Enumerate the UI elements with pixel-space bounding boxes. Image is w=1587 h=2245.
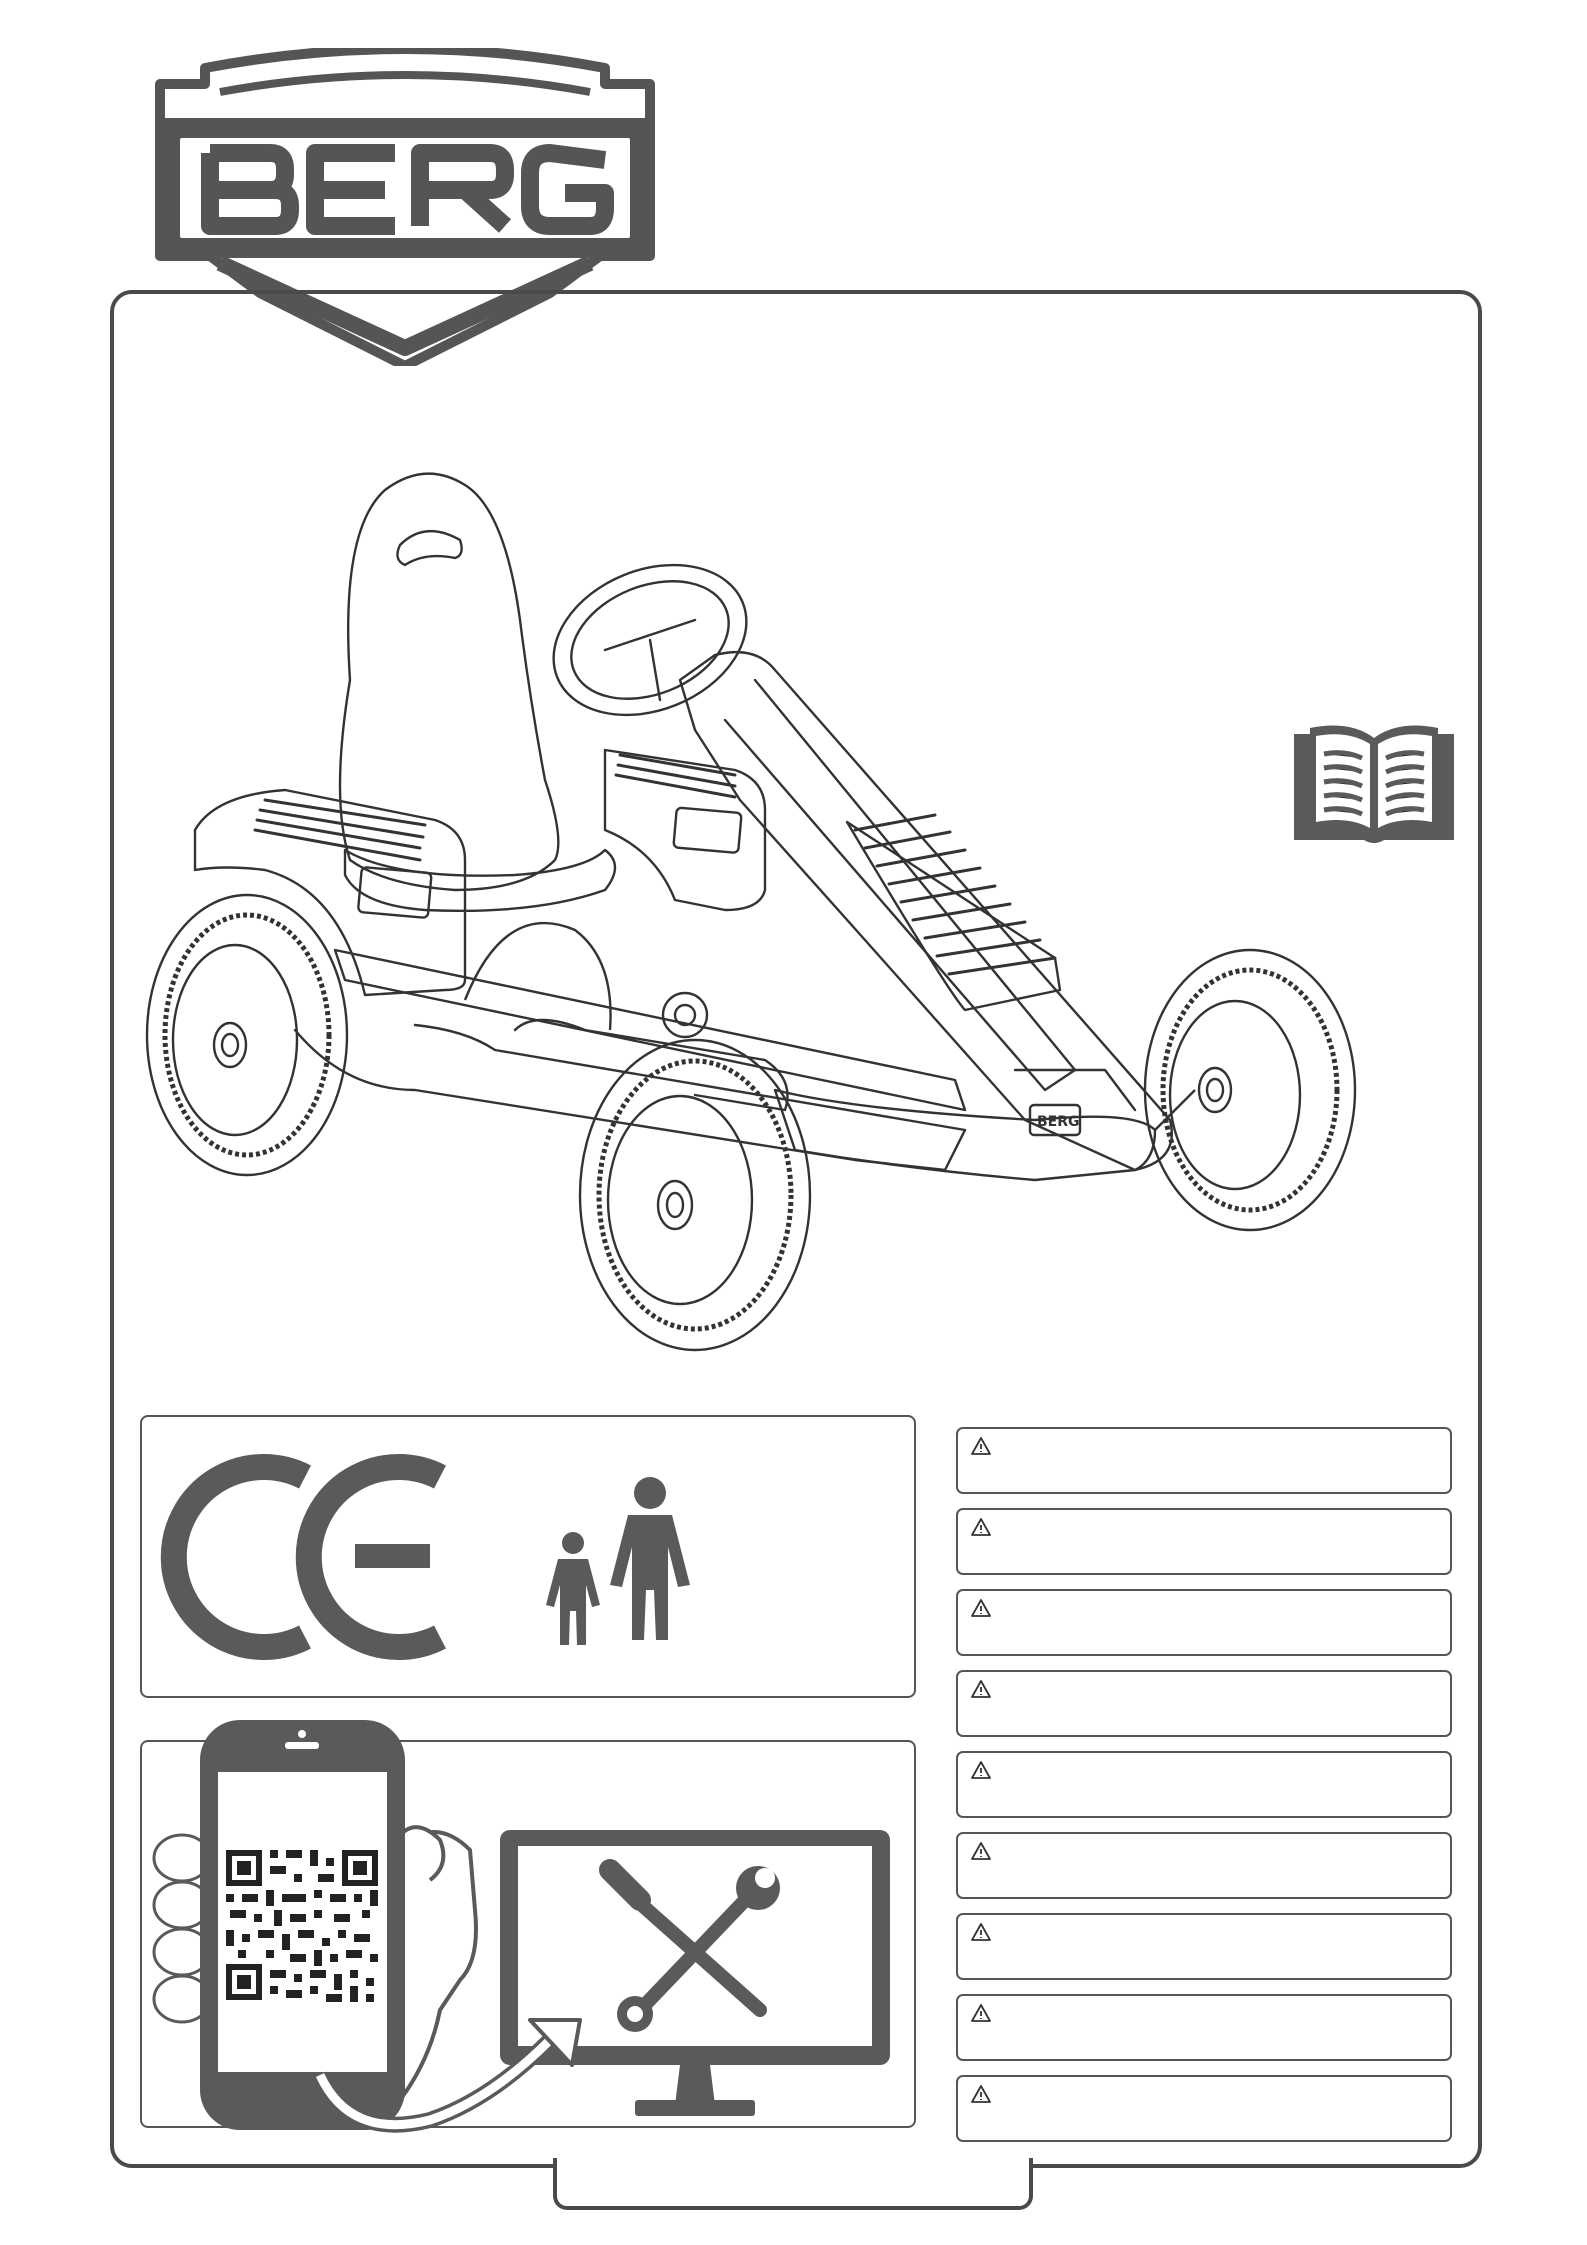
smartphone-qr-code-icon <box>200 1720 405 2130</box>
warning-box <box>956 1508 1452 1575</box>
qr-assembly-art <box>140 1720 916 2150</box>
warning-triangle-icon <box>970 1436 992 1456</box>
go-kart-illustration <box>135 470 1465 1370</box>
warning-box <box>956 1832 1452 1899</box>
warning-triangle-icon <box>970 1922 992 1942</box>
certification-art <box>140 1415 916 1698</box>
warning-triangle-icon <box>970 2084 992 2104</box>
ce-mark-icon <box>174 1467 440 1647</box>
warning-box <box>956 1670 1452 1737</box>
monitor-tools-icon <box>500 1830 890 2116</box>
warning-triangle-icon <box>970 1517 992 1537</box>
warning-box <box>956 1751 1452 1818</box>
kart-badge-text: BERG <box>1037 1114 1080 1130</box>
warning-triangle-icon <box>970 1679 992 1699</box>
footer-tab <box>553 2158 1033 2210</box>
warning-box <box>956 1589 1452 1656</box>
warning-triangle-icon <box>970 1760 992 1780</box>
warning-triangle-icon <box>970 2003 992 2023</box>
warning-box <box>956 1427 1452 1494</box>
warning-box <box>956 1994 1452 2061</box>
child-and-adult-icon <box>546 1477 690 1645</box>
warning-triangle-icon <box>970 1598 992 1618</box>
warning-triangle-icon <box>970 1841 992 1861</box>
warning-box <box>956 2075 1452 2142</box>
open-book-icon <box>1288 722 1460 852</box>
warning-box <box>956 1913 1452 1980</box>
